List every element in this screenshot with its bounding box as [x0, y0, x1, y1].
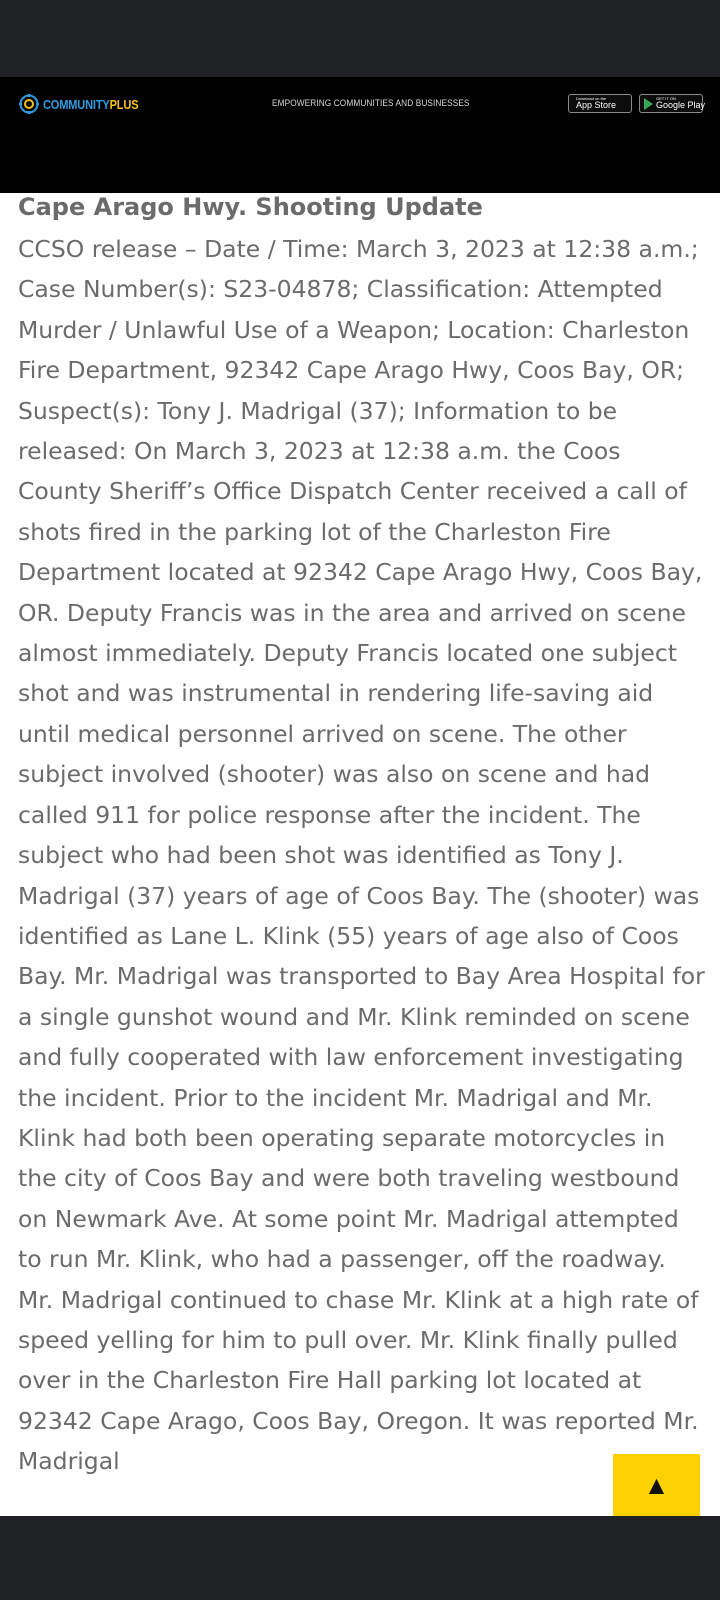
app-store-label: App Store [576, 100, 617, 110]
article [18, 191, 708, 1482]
navigation-bar [0, 1516, 720, 1600]
app-store-button[interactable] [568, 94, 632, 113]
google-play-label: Google Play [656, 100, 706, 110]
article-title: Cape Arago Hwy. Shooting Update [18, 193, 483, 221]
google-play-button[interactable] [639, 94, 706, 113]
logo-community-text: COMMUNITY [43, 96, 110, 112]
article-body: CCSO release – Date / Time: March 3, 2023 at 12:38 a.m.; Case Number(s): S23-04878; Classification: Attempted Murder / Unlawful Use of a Weapon; Location: Charleston Fire Department, 92342 Cape Arago Hwy, Coos Bay, OR; Suspect(s): Tony J. Madrigal (37); Information to be released: On March 3, 2023 at 12:38 a.m. the Coos County Sheriff’s Office Dispatch Center received a call of shots fired in the parking lot of the Charleston Fire Department located at 92342 Cape Arago Hwy, Coos Bay, OR. Deputy Francis was in the area and arrived on scene almost immediately. Deputy Francis located one subject shot and was instrumental in rendering life-saving aid until medical personnel arrived on scene. The other subject involved (shooter) was also on scene and had called 911 for police response after the incident. The subject who had been shot was identified as Tony J. Madrigal (37) years of age of Coos Bay. The (shooter) was identified as Lane L. Klink (55) years of age also of Coos Bay. Mr. Madrigal was transported to Bay Area Hospital for a single gunshot wound and Mr. Klink reminded on scene and fully cooperated with law enforcement investigating the incident. Prior to the incident Mr. Madrigal and Mr. Klink had both been operating separate motorcycles in the city of Coos Bay and were both traveling westbound on Newmark Ave. At some point Mr. Madrigal attempted to run Mr. Klink, who had a passenger, off the roadway. Mr. Madrigal continued to chase Mr. Klink at a high rate of speed yelling for him to pull over. Mr. Klink finally pulled over in the Charleston Fire Hall parking lot located at 92342 Cape Arago, Coos Bay, Oregon. It was reported Mr. Madrigal [18, 235, 705, 1476]
header-banner[interactable] [0, 77, 720, 193]
community-plus-logo[interactable] [18, 91, 155, 117]
header-tagline: EMPOWERING COMMUNITIES AND BUSINESSES [272, 98, 470, 108]
app-store-small-label: Download on the [576, 96, 607, 101]
globe-icon [18, 93, 40, 115]
play-icon [644, 98, 653, 110]
scroll-to-top-button[interactable]: ▲ [613, 1454, 700, 1516]
google-play-small-label: GET IT ON [656, 96, 676, 101]
status-bar [0, 0, 720, 77]
logo-plus-text: PLUS [109, 96, 139, 112]
